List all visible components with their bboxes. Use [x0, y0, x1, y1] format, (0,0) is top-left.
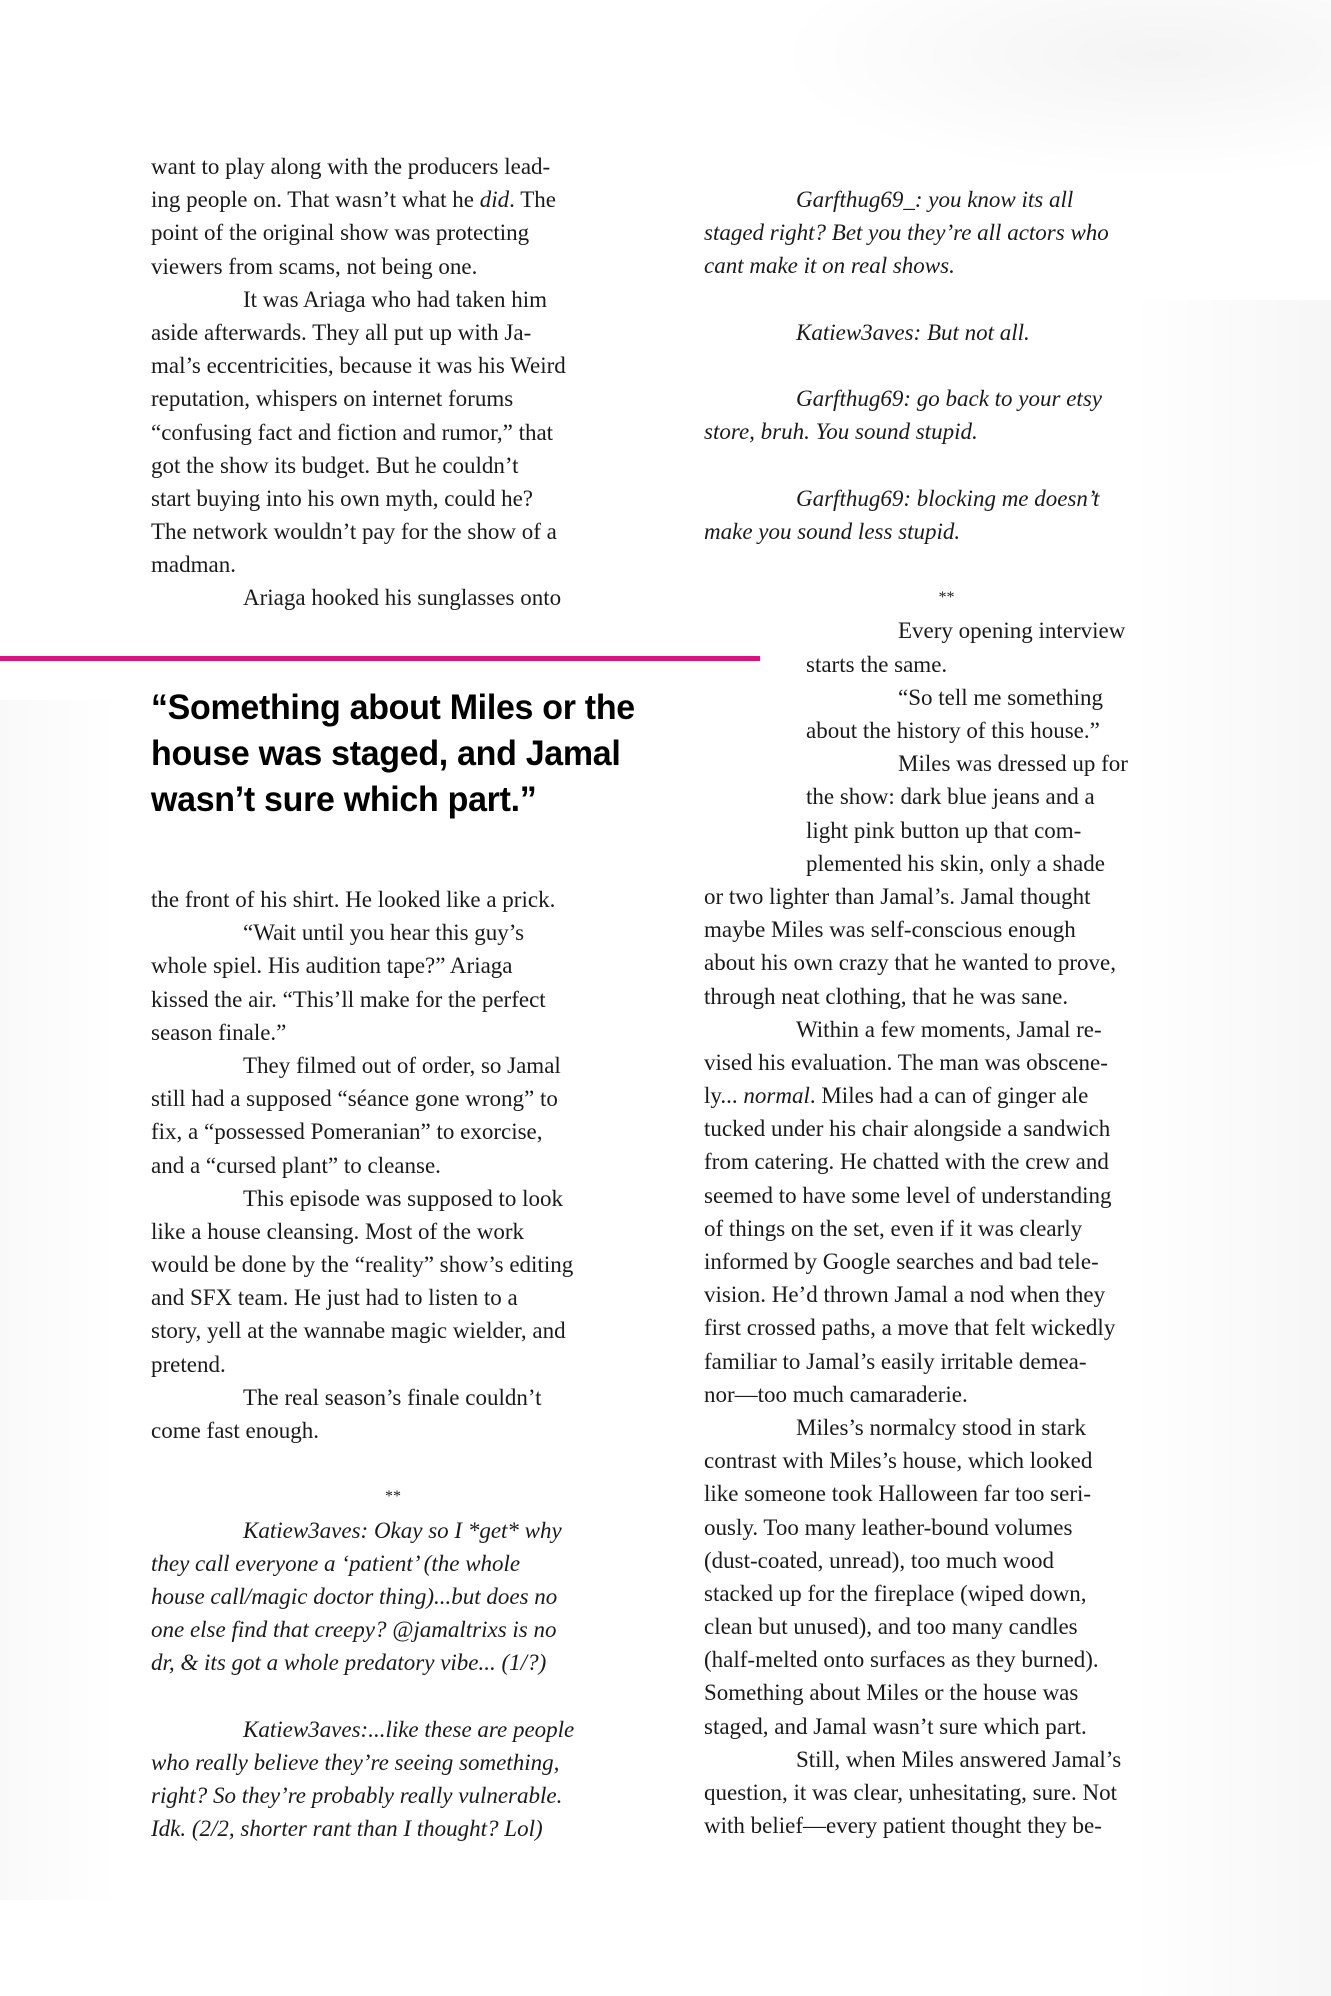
text-line: and a “cursed plant” to cleanse. [151, 1152, 441, 1178]
text-segment: . Miles had a can of ginger ale [809, 1083, 1089, 1109]
text-line: point of the original show was protecting [151, 220, 530, 246]
text-line: or two lighter than Jamal’s. Jamal thought [704, 883, 1091, 909]
social-comment [151, 1713, 635, 1846]
text-line: right? So they’re probably really vulnerable. [151, 1783, 563, 1809]
text-line: “confusing fact and fiction and rumor,” that [151, 419, 554, 445]
text-line: whole spiel. His audition tape?” Ariaga [151, 953, 513, 979]
text-line: Garfthug69: blocking me doesn’t [796, 485, 1100, 511]
text-line: they call everyone a ‘patient’ (the whole [151, 1550, 521, 1576]
text-line: familiar to Jamal’s easily irritable demea- [704, 1348, 1087, 1374]
social-comment [704, 482, 1189, 548]
text-line: of things on the set, even if it was clearly [704, 1215, 1083, 1241]
text-line: start buying into his own myth, could he? [151, 485, 534, 511]
text-line [151, 183, 635, 216]
text-line: house call/magic doctor thing)...but does no [151, 1583, 558, 1609]
text-line: would be done by the “reality” show’s editing [151, 1252, 574, 1278]
text-line: It was Ariaga who had taken him [243, 286, 548, 312]
text-line: the front of his shirt. He looked like a prick. [151, 887, 556, 912]
text-line: nor—too much camaraderie. [704, 1381, 968, 1407]
paper-texture-top [771, 0, 1331, 180]
emphasis-text: did [479, 187, 510, 213]
paragraph [151, 581, 635, 614]
text-line: stacked up for the fireplace (wiped down, [704, 1580, 1087, 1606]
text-line: pretend. [151, 1351, 226, 1377]
pull-quote-line: house was staged, and Jamal [151, 734, 621, 773]
text-line: “Wait until you hear this guy’s [243, 920, 525, 946]
text-line: vised his evaluation. The man was obscene- [704, 1049, 1108, 1075]
text-line: cant make it on real shows. [704, 253, 955, 279]
text-line: about the history of this house.” [806, 718, 1100, 743]
text-line: (dust-coated, unread), too much wood [704, 1547, 1055, 1573]
social-comment [704, 382, 1189, 448]
text-line: Miles was dressed up for [898, 751, 1128, 777]
text-line: like someone took Halloween far too seri- [704, 1481, 1092, 1507]
paragraph [704, 1743, 1189, 1843]
text-line: This episode was supposed to look [243, 1185, 564, 1211]
text-line: maybe Miles was self-conscious enough [704, 917, 1076, 943]
text-line: viewers from scams, not being one. [151, 253, 478, 279]
emphasis-text: normal [743, 1083, 810, 1109]
text-line: Every opening interview [898, 618, 1126, 644]
text-line: make you sound less stupid. [704, 518, 961, 544]
text-line: store, bruh. You sound stupid. [704, 419, 978, 445]
text-line: question, it was clear, unhesitating, sure. Not [704, 1780, 1117, 1805]
text-line: Katiew3aves:...like these are people [243, 1716, 575, 1742]
text-line: Garfthug69: go back to your etsy [796, 386, 1102, 412]
social-comment [151, 1514, 635, 1680]
text-line: Garfthug69_: you know its all [796, 187, 1074, 212]
pull-quote-rule [0, 656, 760, 661]
text-line: Something about Miles or the house was [704, 1680, 1079, 1706]
text-line: one else find that creepy? @jamaltrixs is no [151, 1617, 557, 1643]
paper-texture-left [0, 700, 120, 1900]
text-line: like a house cleansing. Most of the work [151, 1218, 525, 1244]
text-line: and SFX team. He just had to listen to a [151, 1285, 518, 1311]
pull-quote-line: wasn’t sure which part.” [151, 780, 537, 819]
text-line: reputation, whispers on internet forums [151, 386, 514, 412]
text-line: Miles’s normalcy stood in stark [796, 1414, 1087, 1440]
text-line: with belief—every patient thought they be- [704, 1813, 1102, 1839]
text-line: who really believe they’re seeing something, [151, 1749, 560, 1775]
paragraph [151, 283, 635, 582]
text-line: come fast enough. [151, 1418, 319, 1443]
left-column-bottom [151, 883, 635, 1845]
text-line: want to play along with the producers lead- [151, 154, 551, 179]
text-line: (half-melted onto surfaces as they burned). [704, 1647, 1099, 1673]
text-line: plemented his skin, only a shade [806, 850, 1105, 876]
paragraph [151, 1381, 635, 1447]
pull-quote-line: “Something about Miles or the [151, 688, 635, 727]
text-line: got the show its budget. But he couldn’t [151, 452, 519, 478]
text-line: staged, and Jamal wasn’t sure which part. [704, 1713, 1087, 1739]
paragraph [151, 1182, 635, 1381]
social-comment [704, 316, 1189, 349]
paragraph [704, 1411, 1189, 1743]
text-line: from catering. He chatted with the crew and [704, 1149, 1109, 1175]
text-line: The network wouldn’t pay for the show of a [151, 519, 557, 545]
paragraph [704, 681, 1189, 747]
left-column-top [151, 150, 635, 615]
text-line: mal’s eccentricities, because it was his Weird [151, 353, 566, 379]
text-line: Katiew3aves: But not all. [796, 319, 1030, 345]
text-line: light pink button up that com- [806, 817, 1082, 843]
paragraph [151, 150, 635, 283]
text-segment: ly... [704, 1083, 744, 1109]
text-line: They filmed out of order, so Jamal [243, 1052, 561, 1078]
text-segment: . The [509, 187, 556, 213]
text-line: season finale.” [151, 1019, 287, 1045]
text-line: clean but unused), and too many candles [704, 1614, 1078, 1640]
text-line: dr, & its got a whole predatory vibe... (1/?) [151, 1650, 547, 1676]
text-line: aside afterwards. They all put up with Ja- [151, 319, 532, 345]
text-line: tucked under his chair alongside a sandwich [704, 1116, 1111, 1142]
paragraph [704, 747, 1189, 1013]
text-line: first crossed paths, a move that felt wickedly [704, 1315, 1116, 1341]
text-line: fix, a “possessed Pomeranian” to exorcise, [151, 1119, 543, 1145]
paragraph [151, 1049, 635, 1182]
text-line: seemed to have some level of understanding [704, 1182, 1112, 1208]
text-line: madman. [151, 552, 236, 578]
text-line: Ariaga hooked his sunglasses onto [243, 585, 562, 611]
social-comment [704, 183, 1189, 283]
text-line: story, yell at the wannabe magic wielder, and [151, 1318, 566, 1344]
text-line: the show: dark blue jeans and a [806, 784, 1095, 810]
text-line: Katiew3aves: Okay so I *get* why [243, 1517, 562, 1543]
text-line: vision. He’d thrown Jamal a nod when they [704, 1282, 1106, 1308]
text-line: “So tell me something [898, 684, 1104, 710]
text-line: staged right? Bet you they’re all actors who [704, 220, 1109, 246]
text-segment: ing people on. That wasn’t what he [151, 187, 480, 213]
paragraph [151, 883, 635, 916]
text-line: The real season’s finale couldn’t [243, 1384, 542, 1410]
text-line: contrast with Miles’s house, which looked [704, 1448, 1093, 1474]
text-line: Idk. (2/2, shorter rant than I thought? Lol) [151, 1816, 543, 1842]
text-line: Within a few moments, Jamal re- [796, 1016, 1102, 1042]
text-line: informed by Google searches and bad tele- [704, 1249, 1099, 1274]
paragraph [704, 1013, 1189, 1411]
text-line: starts the same. [806, 651, 948, 677]
text-line: ously. Too many leather-bound volumes [704, 1514, 1073, 1540]
right-column [704, 183, 1189, 1842]
text-line: still had a supposed “séance gone wrong” to [151, 1086, 558, 1112]
text-line: through neat clothing, that he was sane. [704, 983, 1069, 1009]
text-line: Still, when Miles answered Jamal’s [796, 1746, 1122, 1772]
text-line: about his own crazy that he wanted to prove, [704, 950, 1116, 976]
paragraph [151, 916, 635, 1049]
section-separator: ** [385, 1488, 401, 1506]
pull-quote [151, 685, 711, 823]
section-separator: ** [938, 589, 955, 607]
text-line [704, 1079, 1189, 1112]
paragraph [704, 614, 1189, 680]
text-line: kissed the air. “This’ll make for the perfect [151, 986, 546, 1012]
